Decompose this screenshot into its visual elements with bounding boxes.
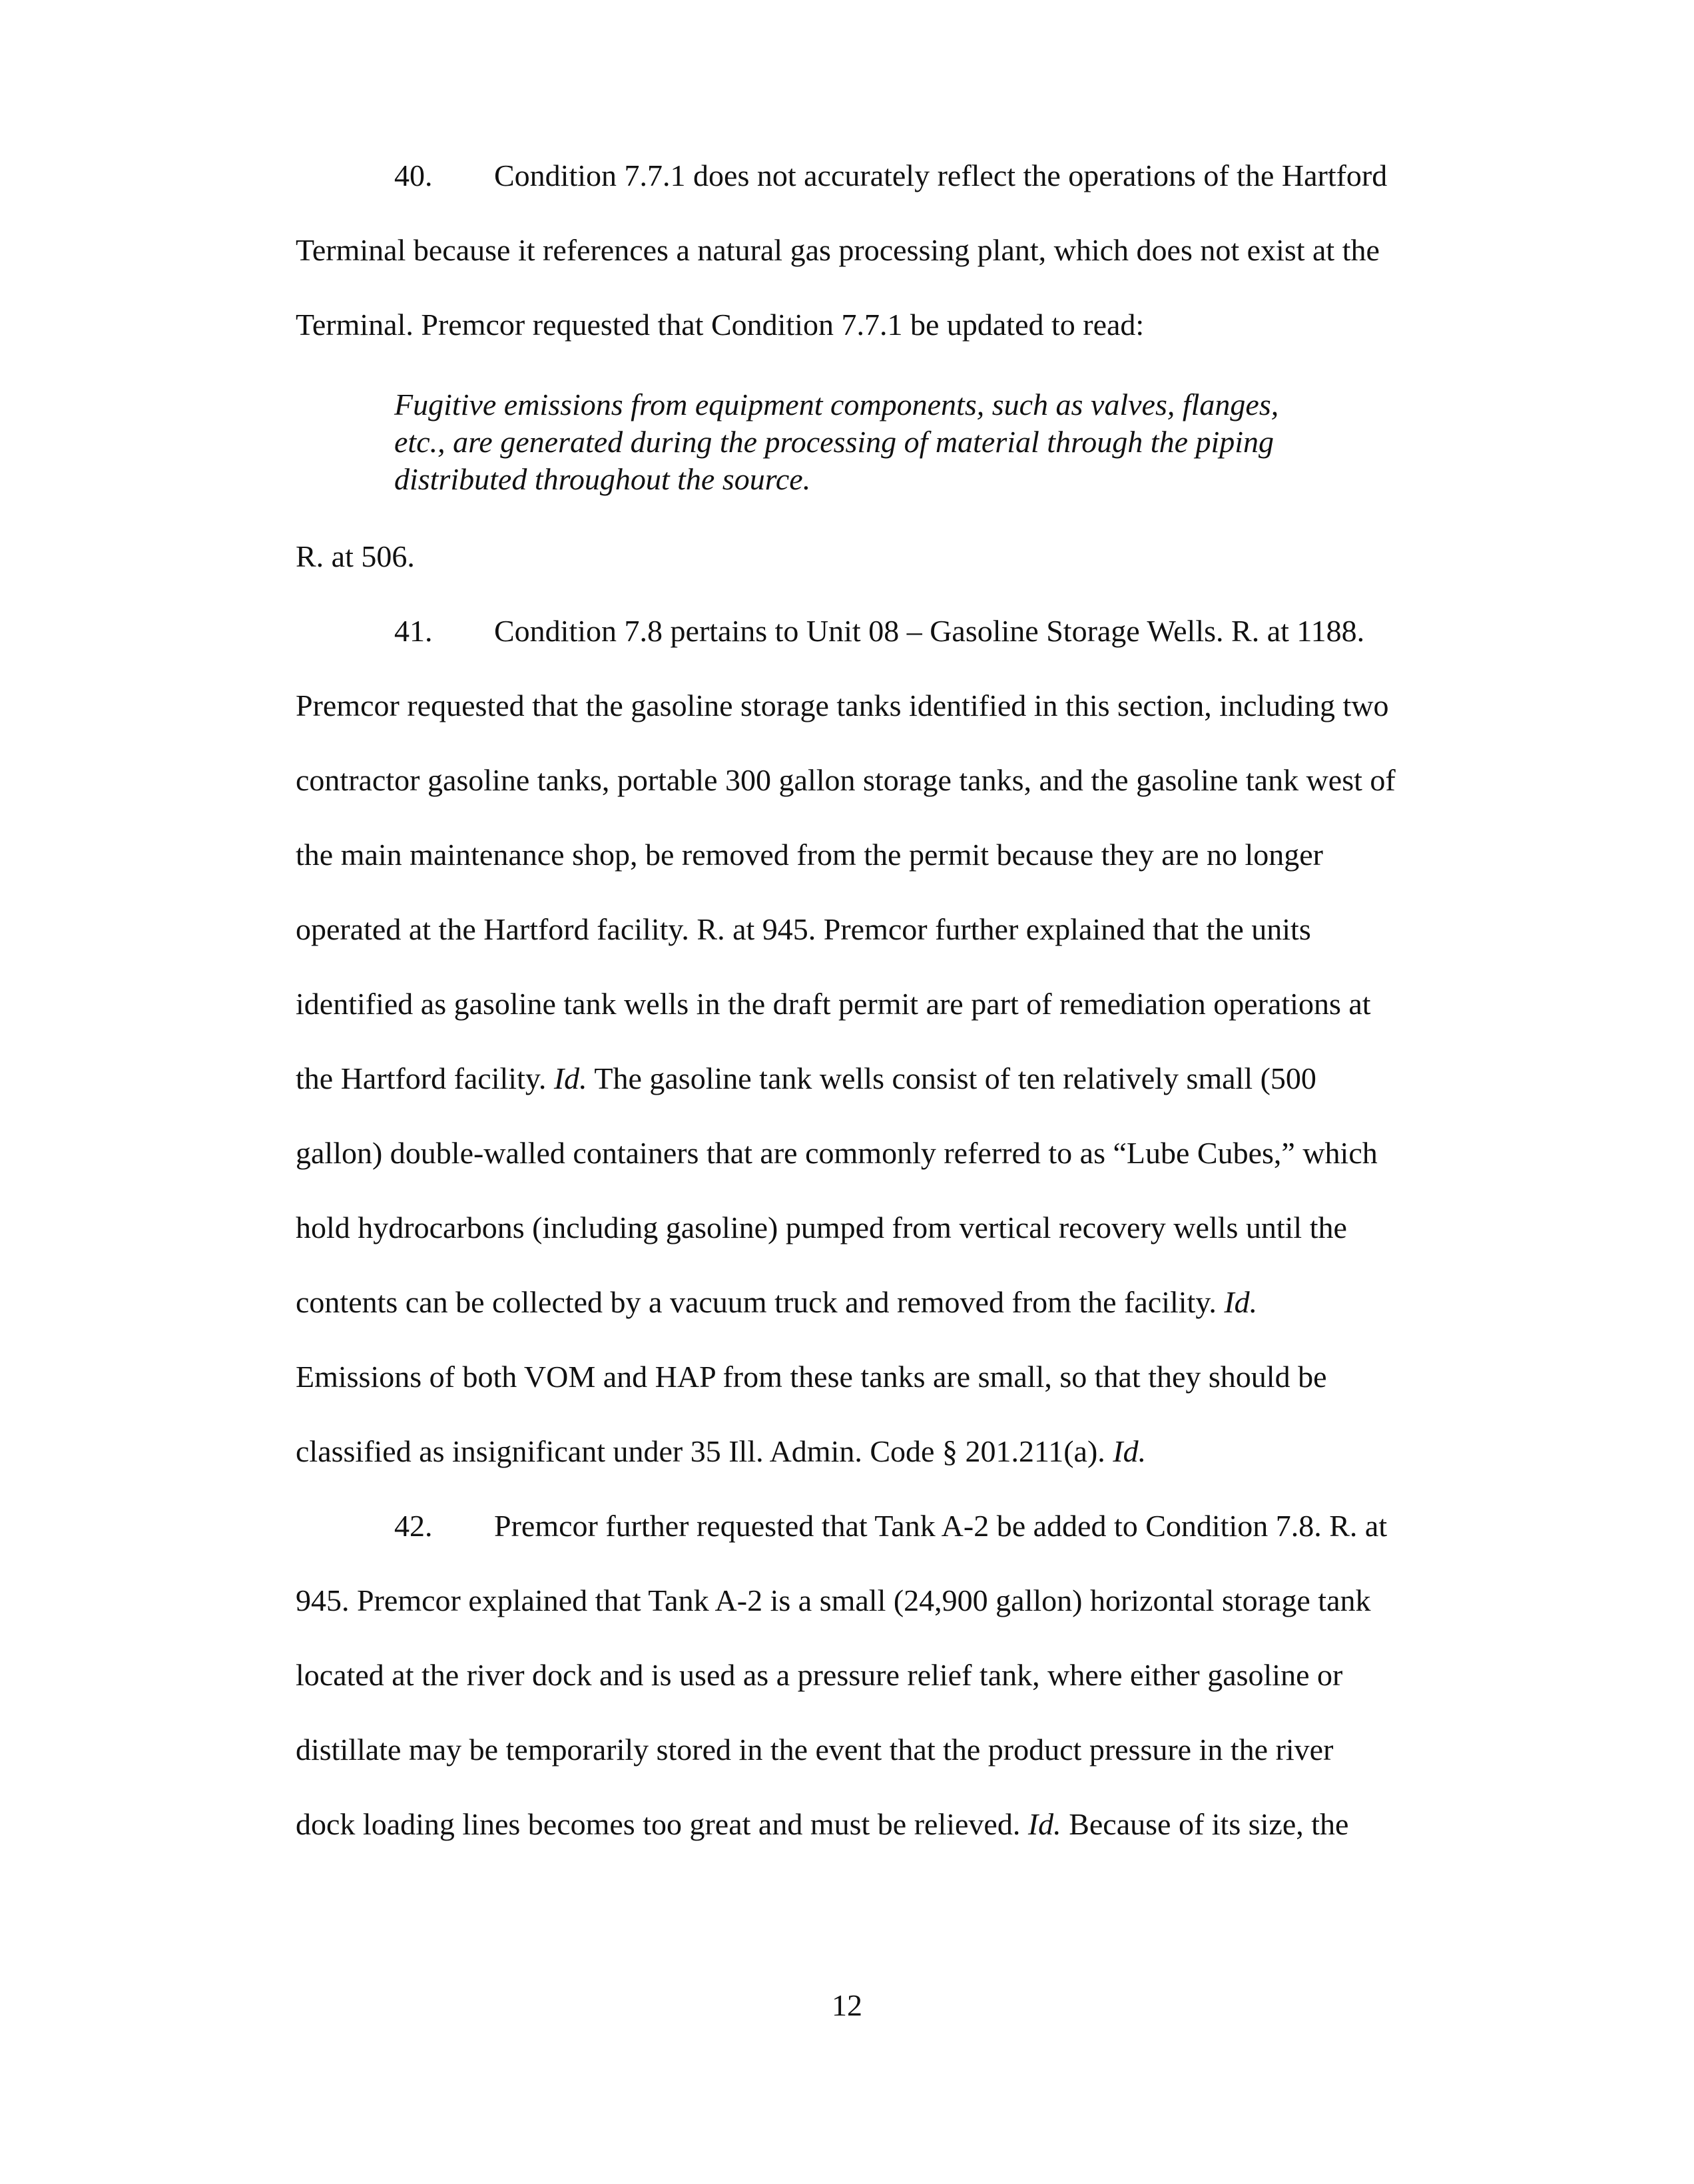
paragraph-41-line-12 (296, 1433, 1146, 1470)
paragraph-40-line-2: Terminal because it references a natural gas processing plant, which does not exist at the (296, 233, 1380, 267)
paragraph-number-42: 42. (394, 1509, 433, 1543)
id-cite: Id. (1113, 1434, 1147, 1468)
paragraph-41-line-2: Premcor requested that the gasoline storage tanks identified in this section, including two (296, 688, 1389, 722)
paragraph-40-line-3: Terminal. Premcor requested that Condition 7.7.1 be updated to read: (296, 308, 1145, 342)
paragraph-number-40: 40. (394, 158, 433, 192)
paragraph-41-line-10 (296, 1284, 1257, 1321)
block-quote-line-1: Fugitive emissions from equipment components, such as valves, flanges, (394, 388, 1279, 421)
paragraph-42-line-5-tail: Because of its size, the (1069, 1807, 1349, 1841)
paragraph-41-line-6: identified as gasoline tank wells in the draft permit are part of remediation operations at (296, 987, 1371, 1021)
id-cite: Id. (1224, 1285, 1258, 1319)
paragraph-41-line-7 (296, 1060, 1316, 1097)
paragraph-41-line-1: Condition 7.8 pertains to Unit 08 – Gasoline Storage Wells. R. at 1188. (494, 614, 1365, 648)
id-cite: Id. (553, 1061, 587, 1095)
paragraph-41-line-12-text: classified as insignificant under 35 Ill. Admin. Code § 201.211(a). (296, 1434, 1105, 1468)
page-number: 12 (832, 1988, 862, 2022)
paragraph-42-line-3: located at the river dock and is used as a pressure relief tank, where either gasoline or (296, 1658, 1343, 1692)
paragraph-41-line-10-text: contents can be collected by a vacuum truck and removed from the facility. (296, 1285, 1217, 1319)
paragraph-42-line-2: 945. Premcor explained that Tank A-2 is a small (24,900 gallon) horizontal storage tank (296, 1583, 1371, 1617)
paragraph-41-line-11: Emissions of both VOM and HAP from these tanks are small, so that they should be (296, 1360, 1327, 1394)
paragraph-40-line-1: Condition 7.7.1 does not accurately reflect the operations of the Hartford (494, 158, 1388, 192)
paragraph-41-line-9: hold hydrocarbons (including gasoline) pumped from vertical recovery wells until the (296, 1211, 1347, 1244)
paragraph-number-41: 41. (394, 614, 433, 648)
paragraph-41-line-4: the main maintenance shop, be removed from the permit because they are no longer (296, 838, 1323, 872)
paragraph-42-line-1: Premcor further requested that Tank A-2 be added to Condition 7.8. R. at (494, 1509, 1388, 1543)
paragraph-42-line-5 (296, 1806, 1348, 1843)
paragraph-42-line-4: distillate may be temporarily stored in the event that the product pressure in the river (296, 1733, 1334, 1767)
paragraph-41-line-3: contractor gasoline tanks, portable 300 gallon storage tanks, and the gasoline tank west of (296, 763, 1396, 797)
paragraph-41-line-5: operated at the Hartford facility. R. at 945. Premcor further explained that the units (296, 912, 1311, 946)
paragraph-41-line-7-tail: The gasoline tank wells consist of ten relatively small (500 (594, 1061, 1316, 1095)
id-cite: Id. (1027, 1807, 1061, 1841)
citation-r-506: R. at 506. (296, 539, 415, 573)
paragraph-41-line-8: gallon) double-walled containers that are commonly referred to as “Lube Cubes,” which (296, 1136, 1378, 1170)
block-quote-line-3: distributed throughout the source. (394, 462, 811, 496)
block-quote-line-2: etc., are generated during the processing of material through the piping (394, 425, 1274, 459)
paragraph-41-line-7-text: the Hartford facility. (296, 1061, 547, 1095)
paragraph-42-line-5-text: dock loading lines becomes too great and must be relieved. (296, 1807, 1021, 1841)
